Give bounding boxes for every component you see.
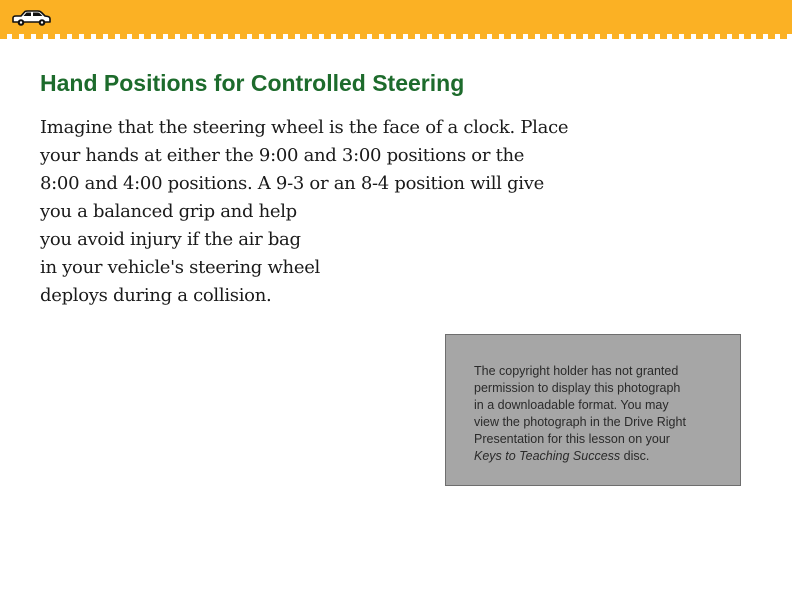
body-line: you avoid injury if the air bag	[40, 229, 301, 250]
body-line: deploys during a collision.	[40, 285, 272, 306]
body-line: you a balanced grip and help	[40, 201, 297, 222]
header-dash-border	[0, 34, 792, 39]
notice-line: in a downloadable format. You may	[474, 398, 669, 412]
notice-line-last	[474, 448, 734, 465]
photo-placeholder-box	[445, 334, 741, 486]
notice-line: Presentation for this lesson on your	[474, 432, 670, 446]
body-line: Imagine that the steering wheel is the face of a clock. Place	[40, 117, 569, 138]
notice-trailing: disc.	[620, 449, 650, 463]
car-icon	[10, 9, 52, 27]
body-line: in your vehicle's steering wheel	[40, 257, 320, 278]
notice-line: permission to display this photograph	[474, 381, 681, 395]
notice-line: The copyright holder has not granted	[474, 364, 679, 378]
body-line: 8:00 and 4:00 positions. A 9-3 or an 8-4 position will give	[40, 173, 544, 194]
notice-line: view the photograph in the Drive Right	[474, 415, 686, 429]
slide-title: Hand Positions for Controlled Steering	[40, 70, 465, 96]
notice-italic-title: Keys to Teaching Success	[474, 449, 621, 463]
body-text	[40, 114, 640, 310]
body-line: your hands at either the 9:00 and 3:00 positions or the	[40, 145, 525, 166]
copyright-notice	[474, 363, 734, 465]
header-band	[0, 0, 792, 34]
